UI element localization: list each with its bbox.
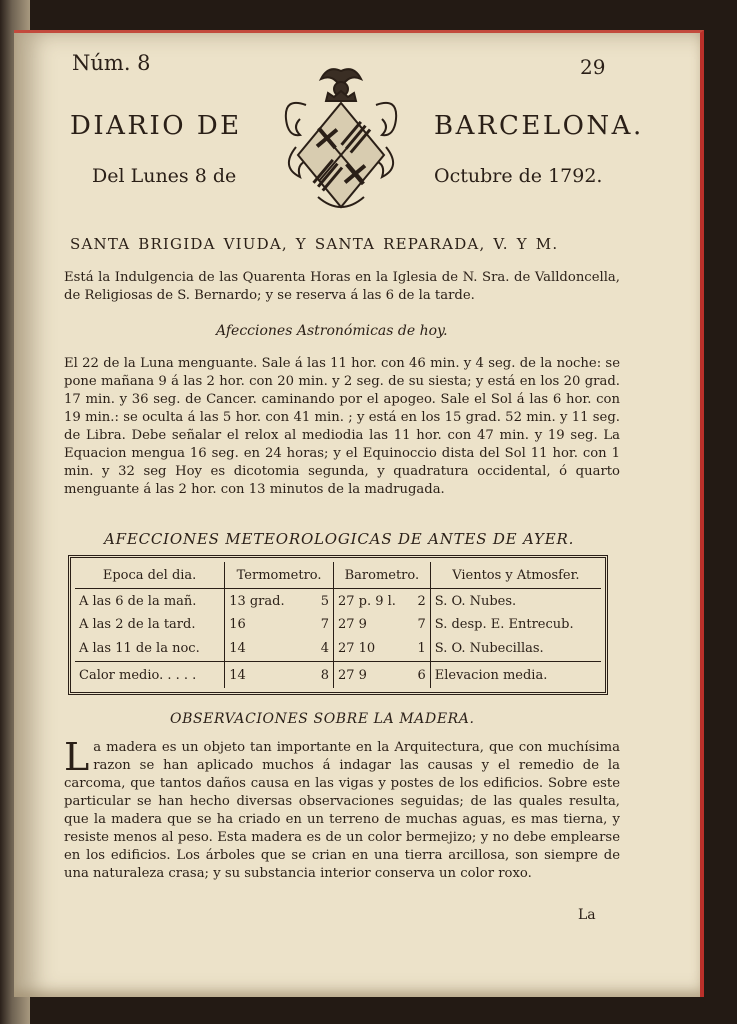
article-body [64, 735, 620, 883]
catchword: La [578, 907, 596, 923]
astronomical-heading: Afecciones Astronómicas de hoy. [216, 323, 448, 339]
meteorological-heading: AFECCIONES METEOROLOGICAS DE ANTES DE AYER. [104, 530, 575, 548]
article-text: a madera es un objeto tan importante en la Arquitectura, que con muchísima razon se han aplicado muchos á indagar las causas y el remedio de la carcoma, que tantos daños causa en las vigas y postes de los edificios. Sobre este particular se han hecho diversas observaciones seguidas; de las quales resulta, que la madera que se ha criado en un terreno de muchas aguas, es mas tierna, y resiste menos al peso. Esta madera es de un color bermejizo; y no debe emplearse en los edificios. Los árboles que se crian en una tierra arcillosa, son siempre de una naturaleza crasa; y su substancia interior conserva un color roxo. [64, 740, 620, 881]
article-heading: OBSERVACIONES SOBRE LA MADERA. [170, 711, 475, 727]
table-row [75, 589, 601, 614]
cell-bar-b: 7 [417, 617, 426, 633]
indulgence-notice [64, 269, 620, 305]
cell-term-b: 5 [320, 593, 329, 609]
cell-viento: S. O. Nubecillas. [430, 637, 601, 662]
cell-viento: S. desp. E. Entrecub. [430, 613, 601, 637]
col-header-termometro: Termometro. [225, 562, 334, 589]
astronomical-text: El 22 de la Luna menguante. Sale á las 11 hor. con 46 min. y 4 seg. de la noche: se pone mañana 9 á las 2 hor. con 20 min. y 2 seg. de su siesta; y está en los 20 grad. 17 min. y 36 seg. de Cancer. caminando por el apogeo. Sale el Sol á las 6 hor. con 19 min.: se oculta á las 5 hor. con 41 min. ; y está en los 15 grad. 52 min. y 11 seg. de Libra. Debe señalar el relox al mediodia las 11 hor. con 47 min. y 19 seg. La Equacion mengua 16 seg. en 24 horas; y el Equinoccio dista del Sol 11 hor. con 1 min. y 32 seg Hoy es dicotomia segunda, y quadratura occidental, ó quarto menguante á las 2 hor. con 13 minutos de la madrugada. [64, 356, 620, 497]
masthead-left: DIARIO DE [70, 111, 242, 141]
cell-viento: Elevacion media. [430, 662, 601, 689]
cell-epoca: A las 11 de la noc. [79, 641, 200, 657]
masthead-right: BARCELONA. [434, 111, 644, 141]
cell-epoca: A las 6 de la mañ. [79, 593, 197, 609]
cell-term-a: 13 grad. [225, 589, 311, 614]
cell-bar-a: 27 10 [333, 637, 410, 662]
col-header-vientos: Vientos y Atmosfer. [430, 562, 601, 589]
issue-number: Núm. 8 [72, 51, 151, 75]
cell-bar-a: 27 p. 9 l. [333, 589, 410, 614]
cell-term-b: 7 [320, 617, 329, 633]
table-header-row [75, 562, 601, 589]
newspaper-page [14, 30, 704, 997]
table-row [75, 613, 601, 637]
cell-viento: S. O. Nubes. [430, 589, 601, 614]
cell-bar-b: 2 [417, 593, 426, 609]
drop-cap: L [64, 735, 90, 779]
cell-bar-a: 27 9 [333, 613, 410, 637]
table-average-row [75, 662, 601, 689]
cell-term-a: 14 [225, 662, 311, 689]
col-header-barometro: Barometro. [333, 562, 430, 589]
indulgence-text: Está la Indulgencia de las Quarenta Horas en la Iglesia de N. Sra. de Valldoncella, de Religiosas de S. Bernardo; y se reserva á las 6 de la tarde. [64, 270, 620, 303]
cell-bar-b: 1 [417, 641, 426, 657]
cell-term-b: 4 [320, 641, 329, 657]
date-left: Del Lunes 8 de [92, 165, 237, 187]
cell-epoca: Calor medio. . . . . [75, 662, 225, 689]
cell-term-b: 8 [311, 662, 334, 689]
astronomical-section [64, 355, 620, 499]
table-row [75, 637, 601, 662]
cell-bar-b: 6 [411, 662, 431, 689]
col-header-epoca: Epoca del dia. [75, 562, 225, 589]
saints-of-the-day: SANTA BRIGIDA VIUDA, Y SANTA REPARADA, V. Y M. [70, 235, 559, 253]
meteorological-table [75, 562, 601, 688]
meteorological-table-frame [68, 555, 608, 695]
cell-term-a: 16 [225, 613, 311, 637]
date-right: Octubre de 1792. [434, 165, 603, 187]
barcelona-coat-of-arms-icon [266, 57, 416, 217]
page-number: 29 [580, 55, 606, 79]
cell-term-a: 14 [225, 637, 311, 662]
cell-bar-a: 27 9 [333, 662, 410, 689]
cell-epoca: A las 2 de la tard. [79, 617, 196, 633]
